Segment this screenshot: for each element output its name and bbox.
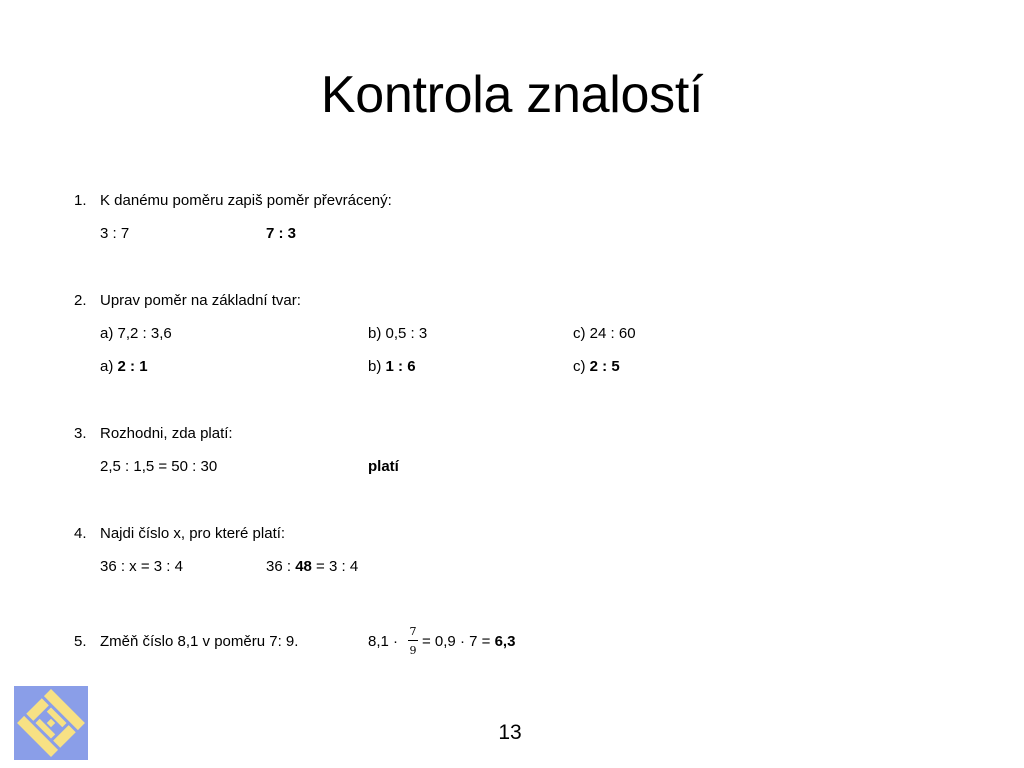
answer-post: = 3 : 4 xyxy=(311,558,359,575)
fraction-numerator: 7 xyxy=(409,625,417,638)
answer-bold: platí xyxy=(368,458,399,475)
answer xyxy=(266,557,358,577)
calc-result xyxy=(422,632,515,652)
answer-prefix: a) xyxy=(100,358,118,375)
fraction-bar xyxy=(408,640,418,641)
answer-c xyxy=(573,357,620,377)
answer xyxy=(368,457,399,477)
answer-bold: 2 : 1 xyxy=(117,358,148,375)
answer-bold: 2 : 5 xyxy=(589,358,620,375)
fraction-denominator: 9 xyxy=(409,644,417,657)
answer xyxy=(266,224,296,244)
calc-post: = 0,9 · 7 = xyxy=(422,633,491,650)
question-number: 5. xyxy=(74,633,87,650)
answer-prefix: b) xyxy=(368,358,386,375)
answer-bold: 6,3 xyxy=(494,633,516,650)
answer-prefix: c) xyxy=(573,358,590,375)
question-number: 1. xyxy=(74,192,87,209)
answer-a xyxy=(100,357,148,377)
slide-title: Kontrola znalostí xyxy=(320,66,704,124)
question-prompt: K danému poměru zapiš poměr převrácený: xyxy=(100,192,392,209)
question-prompt: Najdi číslo x, pro které platí: xyxy=(100,525,286,542)
given-ratio: 3 : 7 xyxy=(100,225,130,242)
answer-bold: 48 xyxy=(295,558,312,575)
question-number: 2. xyxy=(74,292,87,309)
page-number: 13 xyxy=(498,721,522,744)
given-equation: 36 : x = 3 : 4 xyxy=(100,558,183,575)
task-a: a) 7,2 : 3,6 xyxy=(100,325,172,342)
question-number: 4. xyxy=(74,525,87,542)
given-equation: 2,5 : 1,5 = 50 : 30 xyxy=(100,458,218,475)
question-prompt: Rozhodni, zda platí: xyxy=(100,425,233,442)
answer-bold: 1 : 6 xyxy=(385,358,416,375)
question-prompt: Uprav poměr na základní tvar: xyxy=(100,292,301,309)
answer-bold: 7 : 3 xyxy=(266,225,297,242)
task-c: c) 24 : 60 xyxy=(573,325,636,342)
question-number: 3. xyxy=(74,425,87,442)
question-prompt: Změň číslo 8,1 v poměru 7: 9. xyxy=(100,633,299,650)
calc-pre: 8,1 · xyxy=(368,633,399,650)
task-b: b) 0,5 : 3 xyxy=(368,325,428,342)
answer-pre: 36 : xyxy=(266,558,296,575)
woven-square-logo xyxy=(14,686,88,760)
answer-b xyxy=(368,357,416,377)
